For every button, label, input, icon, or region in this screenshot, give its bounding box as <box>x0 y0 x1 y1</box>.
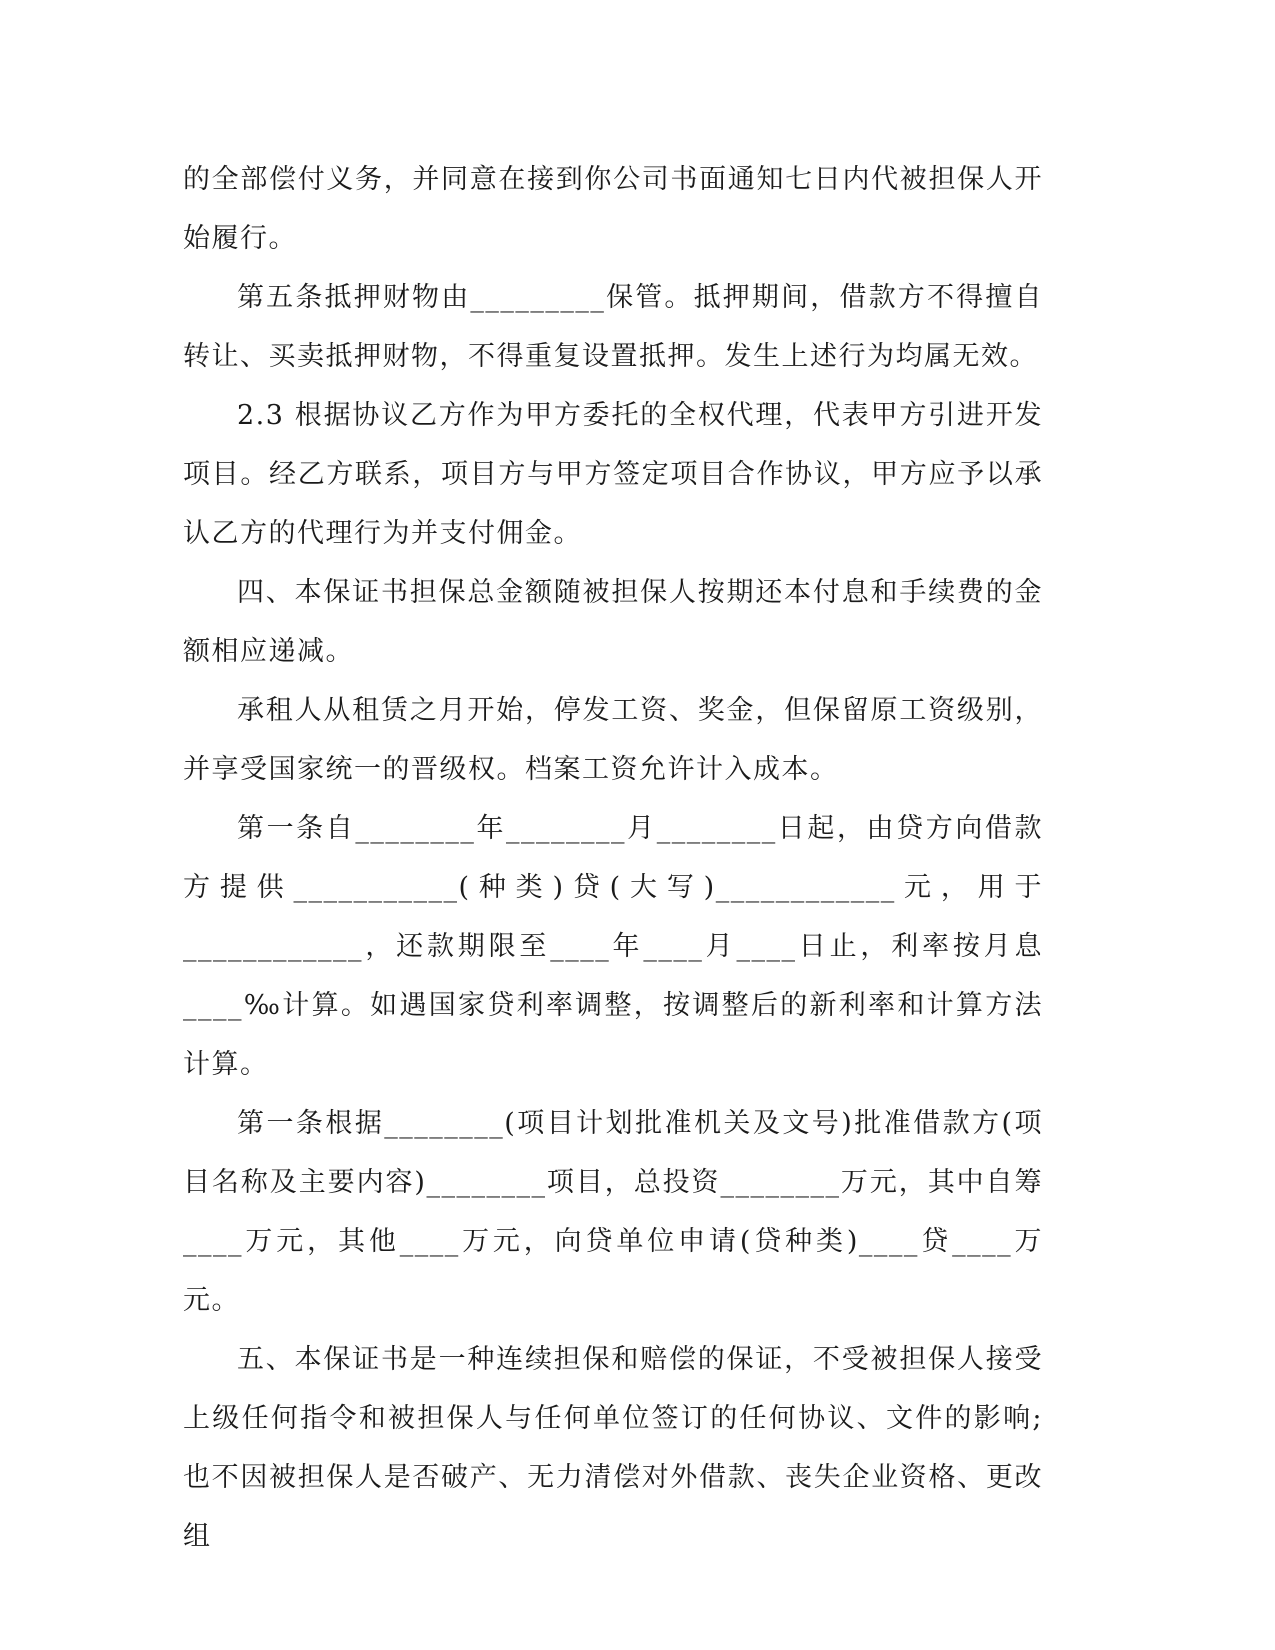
paragraph-1: 的全部偿付义务，并同意在接到你公司书面通知七日内代被担保人开始履行。 <box>183 164 1043 254</box>
paragraph-7: 第一条根据________(项目计划批准机关及文号)批准借款方(项目名称及主要内容)________项目，总投资________万元，其中自筹____万元，其他____万元，向贷单位申请(贷种类)____贷____万元。 <box>183 1108 1043 1316</box>
paragraph-8: 五、本保证书是一种连续担保和赔偿的保证，不受被担保人接受上级任何指令和被担保人与任何单位签订的任何协议、文件的影响;也不因被担保人是否破产、无力清偿对外借款、丧失企业资格、更改组 <box>183 1344 1043 1552</box>
document-body <box>183 150 1043 1566</box>
paragraph-3: 2.3 根据协议乙方作为甲方委托的全权代理，代表甲方引进开发项目。经乙方联系，项目方与甲方签定项目合作协议，甲方应予以承认乙方的代理行为并支付佣金。 <box>183 400 1043 549</box>
paragraph-2: 第五条抵押财物由_________保管。抵押期间，借款方不得擅自转让、买卖抵押财物，不得重复设置抵押。发生上述行为均属无效。 <box>183 282 1043 372</box>
paragraph-5: 承租人从租赁之月开始，停发工资、奖金，但保留原工资级别，并享受国家统一的晋级权。档案工资允许计入成本。 <box>183 695 1043 785</box>
paragraph-4: 四、本保证书担保总金额随被担保人按期还本付息和手续费的金额相应递减。 <box>183 577 1043 667</box>
paragraph-6: 第一条自________年________月________日起，由贷方向借款方提供___________(种类)贷(大写)____________元，用于____________，还款期限至____年____月____日止，利率按月息____‰计算。如遇国家贷利率调整，按调整后的新利率和计算方法计算。 <box>183 813 1043 1080</box>
